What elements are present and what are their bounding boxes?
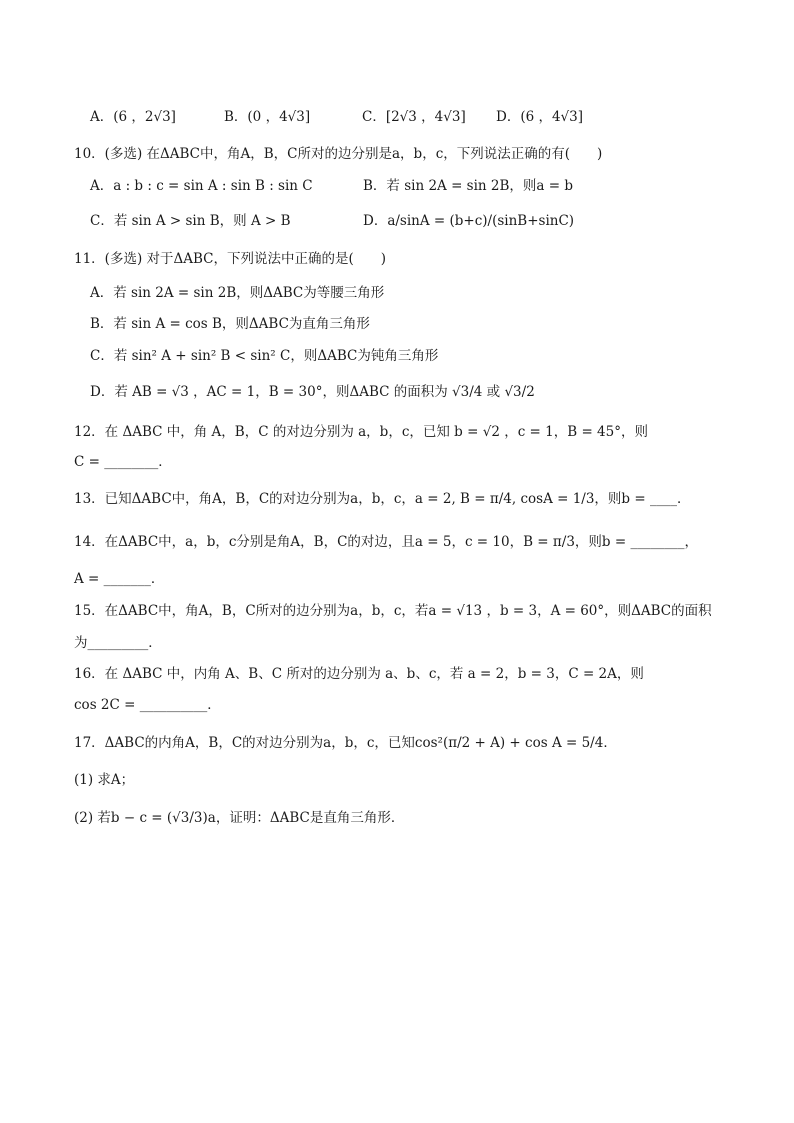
q10-row1 — [90, 176, 740, 196]
q11-option-d[interactable]: D．若 AB = √3 ，AC = 1，B = 30°，则ΔABC 的面积为 √3/4 或 √3/2 — [90, 384, 535, 400]
q13-line: 13．已知ΔABC中，角A，B，C的对边分别为a，b，c，a = 2, B = π/4, cosA = 1/3，则b = ____． — [74, 491, 691, 507]
q10-option-a[interactable]: A．a : b : c = sin A : sin B : sin C — [90, 178, 313, 194]
q17-part2: (2) 若b − c = (√3/3)a，证明：ΔABC是直角三角形． — [74, 810, 405, 826]
q9-option-a[interactable]: A．(6 ，2√3] — [90, 109, 176, 125]
q10-row2 — [90, 211, 740, 231]
q9-options — [90, 107, 740, 127]
q11-option-b[interactable]: B．若 sin A = cos B，则ΔABC为直角三角形 — [90, 316, 370, 332]
q11-option-c[interactable]: C．若 sin² A + sin² B < sin² C，则ΔABC为钝角三角形 — [90, 348, 439, 364]
q17-stem: 17．ΔABC的内角A，B，C的对边分别为a，b，c，已知cos²(π/2 + A) + cos A = 5/4． — [74, 735, 617, 751]
q11-stem: 11．(多选) 对于ΔABC，下列说法中正确的是( ) — [74, 251, 387, 267]
q10-option-d[interactable]: D．a/sinA = (b+c)/(sinB+sinC) — [363, 213, 575, 229]
q14-line1: 14．在ΔABC中，a，b，c分别是角A，B，C的对边，且a = 5，c = 10，B = π/3，则b = ________， — [74, 534, 698, 550]
q10-option-c[interactable]: C．若 sin A > sin B，则 A > B — [90, 213, 291, 229]
q10-option-b[interactable]: B．若 sin 2A = sin 2B，则a = b — [363, 178, 574, 194]
q12-line1: 12．在 ΔABC 中，角 A，B，C 的对边分别为 a，b，c，已知 b = √2 ，c = 1，B = 45°，则 — [74, 424, 648, 440]
q14-line2: A = _______． — [74, 571, 165, 587]
q11-option-a[interactable]: A．若 sin 2A = sin 2B，则ΔABC为等腰三角形 — [90, 285, 385, 301]
q9-option-b[interactable]: B．(0 ，4√3] — [224, 109, 311, 125]
q15-line1: 15．在ΔABC中，角A，B，C所对的边分别为a，b，c，若a = √13 ，b = 3，A = 60°，则ΔABC的面积 — [74, 603, 712, 619]
q12-line2: C = ________． — [74, 454, 172, 470]
q17-part1: (1) 求A； — [74, 772, 135, 788]
q10-stem: 10．(多选) 在ΔABC中，角A，B，C所对的边分别是a，b，c，下列说法正确的有( ) — [74, 146, 603, 162]
q9-option-c[interactable]: C．[2√3 ，4√3] — [362, 109, 466, 125]
q16-line1: 16．在 ΔABC 中，内角 A、B、C 所对的边分别为 a、b、c，若 a = 2，b = 3，C = 2A，则 — [74, 666, 644, 682]
q16-line2: cos 2C = __________． — [74, 697, 221, 713]
q9-option-d[interactable]: D．(6 ，4√3] — [496, 109, 584, 125]
q15-line2: 为_________． — [74, 635, 162, 651]
